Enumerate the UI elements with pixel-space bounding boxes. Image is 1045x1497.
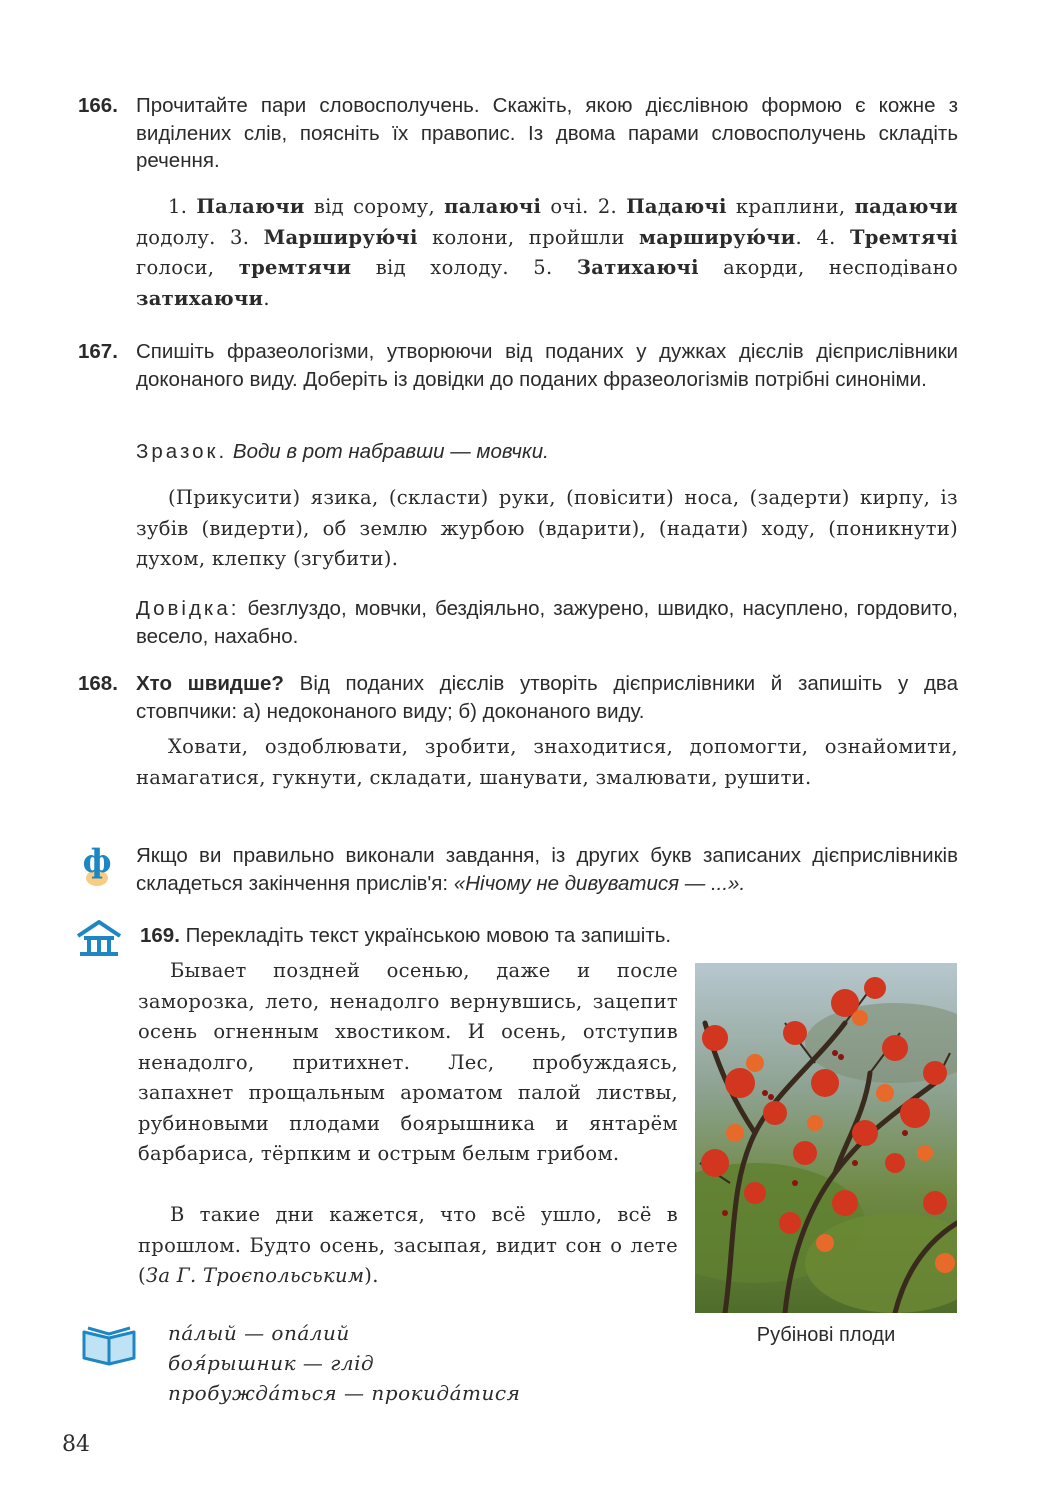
note-body: Якщо ви правильно виконали завдання, із других букв записаних дієприслівників складеться закінчення прислів'я: (136, 844, 958, 895)
highlighted-word: Падаючі (626, 195, 727, 218)
note-proverb: «Нічому не дивуватися — ...». (453, 871, 746, 895)
highlighted-word: Затихаючі (576, 256, 699, 279)
translation-paragraph-2 (138, 1200, 678, 1292)
paragraph-2-end: ). (364, 1264, 379, 1287)
rubin-fruits-photo (695, 963, 957, 1313)
exercise-instruction: Прочитайте пари словосполучень. Скажіть, якою дієслівною формою є кожне з виділених слів, поясніть їх правопис. Із двома парами словосполучень складіть речення. (136, 94, 958, 172)
highlighted-word: Марширую́чі (263, 225, 418, 249)
highlighted-word: Палаючи (196, 195, 305, 218)
vocab-item: пробужда́ться — прокида́тися (168, 1381, 521, 1405)
text-run: колони, пройшли (417, 225, 639, 249)
exercise-instruction-text: Від поданих дієслів утворіть дієприслівники й запишіть у два стовпчики: а) недоконаного виду; б) доконаного виду. (136, 672, 958, 723)
vocabulary-list (168, 1318, 520, 1408)
exercise-number: 168. (78, 672, 118, 695)
exercise-169-instruction (140, 922, 958, 950)
text-run: голоси, (136, 256, 239, 279)
page-number: 84 (62, 1432, 90, 1457)
sample-line (136, 438, 958, 466)
sample-text: Води в рот набравши — мовчки. (232, 440, 549, 463)
hint-line (136, 595, 958, 650)
text-run: . (263, 286, 270, 310)
highlighted-word: палаючі (444, 195, 542, 218)
text-run: . 4. (795, 225, 850, 249)
text-run: акорди, несподівано (698, 256, 958, 279)
hint-label: Довідка: (136, 597, 240, 620)
exercise-text: (Прикусити) язика, (скласти) руки, (повісити) носа, (задерти) кирпу, із зубів (видерти), об землю журбою (вдарити), (надати) ходу, (поникнути) духом, клепку (згубити). (136, 486, 958, 570)
exercise-lead: Хто швидше? (136, 672, 284, 695)
text-run: 1. (168, 195, 197, 218)
highlighted-word: падаючи (854, 195, 958, 218)
phi-icon (80, 842, 114, 888)
svg-text:ф: ф (82, 842, 112, 880)
note-text (136, 842, 958, 897)
highlighted-word: затихаючи (136, 286, 264, 310)
text-run: краплини, (726, 195, 855, 218)
exercise-number: 169. (140, 924, 180, 947)
exercise-number: 167. (78, 340, 118, 363)
highlighted-word: тремтячи (238, 256, 352, 279)
exercise-number: 166. (78, 94, 118, 117)
translation-paragraph-1: Бывает поздней осенью, даже и после заморозка, лето, ненадолго вернувшись, зацепит осень огненным хвостиком. И осень, отступив ненадолго, притихнет. Лес, пробуждаясь, запахнет прощальным ароматом палой листвы, рубиновыми плодами боярышника и янтарём барбариса, тёрпким и острым белым грибом. (138, 959, 678, 1165)
text-run: від холоду. 5. (351, 256, 577, 279)
highlighted-word: марширую́чи (639, 225, 796, 249)
home-task-icon (74, 918, 124, 958)
vocab-item: боя́рышник — глід (168, 1351, 375, 1375)
paragraph-2-text: В такие дни кажется, что всё ушло, всё в прошлом. Будто осень, засыпая, видит сон о лете ( (138, 1203, 678, 1287)
sample-label: Зразок. (136, 440, 228, 463)
exercise-instruction: Перекладіть текст українською мовою та запишіть. (185, 924, 672, 947)
source-attribution: За Г. Троєпольським (145, 1264, 365, 1287)
exercise-instruction (136, 670, 958, 725)
exercise-items (136, 192, 958, 314)
hint-text: безглуздо, мовчки, бездіяльно, зажурено, швидко, насуплено, гордовито, весело, нахабно. (136, 597, 958, 648)
text-run: від сорому, (304, 195, 445, 218)
vocab-item: па́лый — опа́лий (168, 1321, 350, 1345)
text-run: очі. 2. (541, 195, 627, 218)
photo-caption: Рубінові плоди (756, 1324, 896, 1346)
exercise-text: Ховати, оздоблювати, зробити, знаходитися, допомогти, ознайомити, намагатися, гукнути, складати, шанувати, змалювати, рушити. (136, 735, 958, 789)
book-icon (80, 1322, 138, 1368)
exercise-instruction: Спишіть фразеологізми, утворюючи від поданих у дужках дієслів дієприслівники доконаного виду. Доберіть із довідки до поданих фразеологізмів потрібні синоніми. (136, 340, 958, 391)
text-run: додолу. 3. (136, 225, 264, 249)
highlighted-word: Тремтячі (849, 225, 959, 249)
